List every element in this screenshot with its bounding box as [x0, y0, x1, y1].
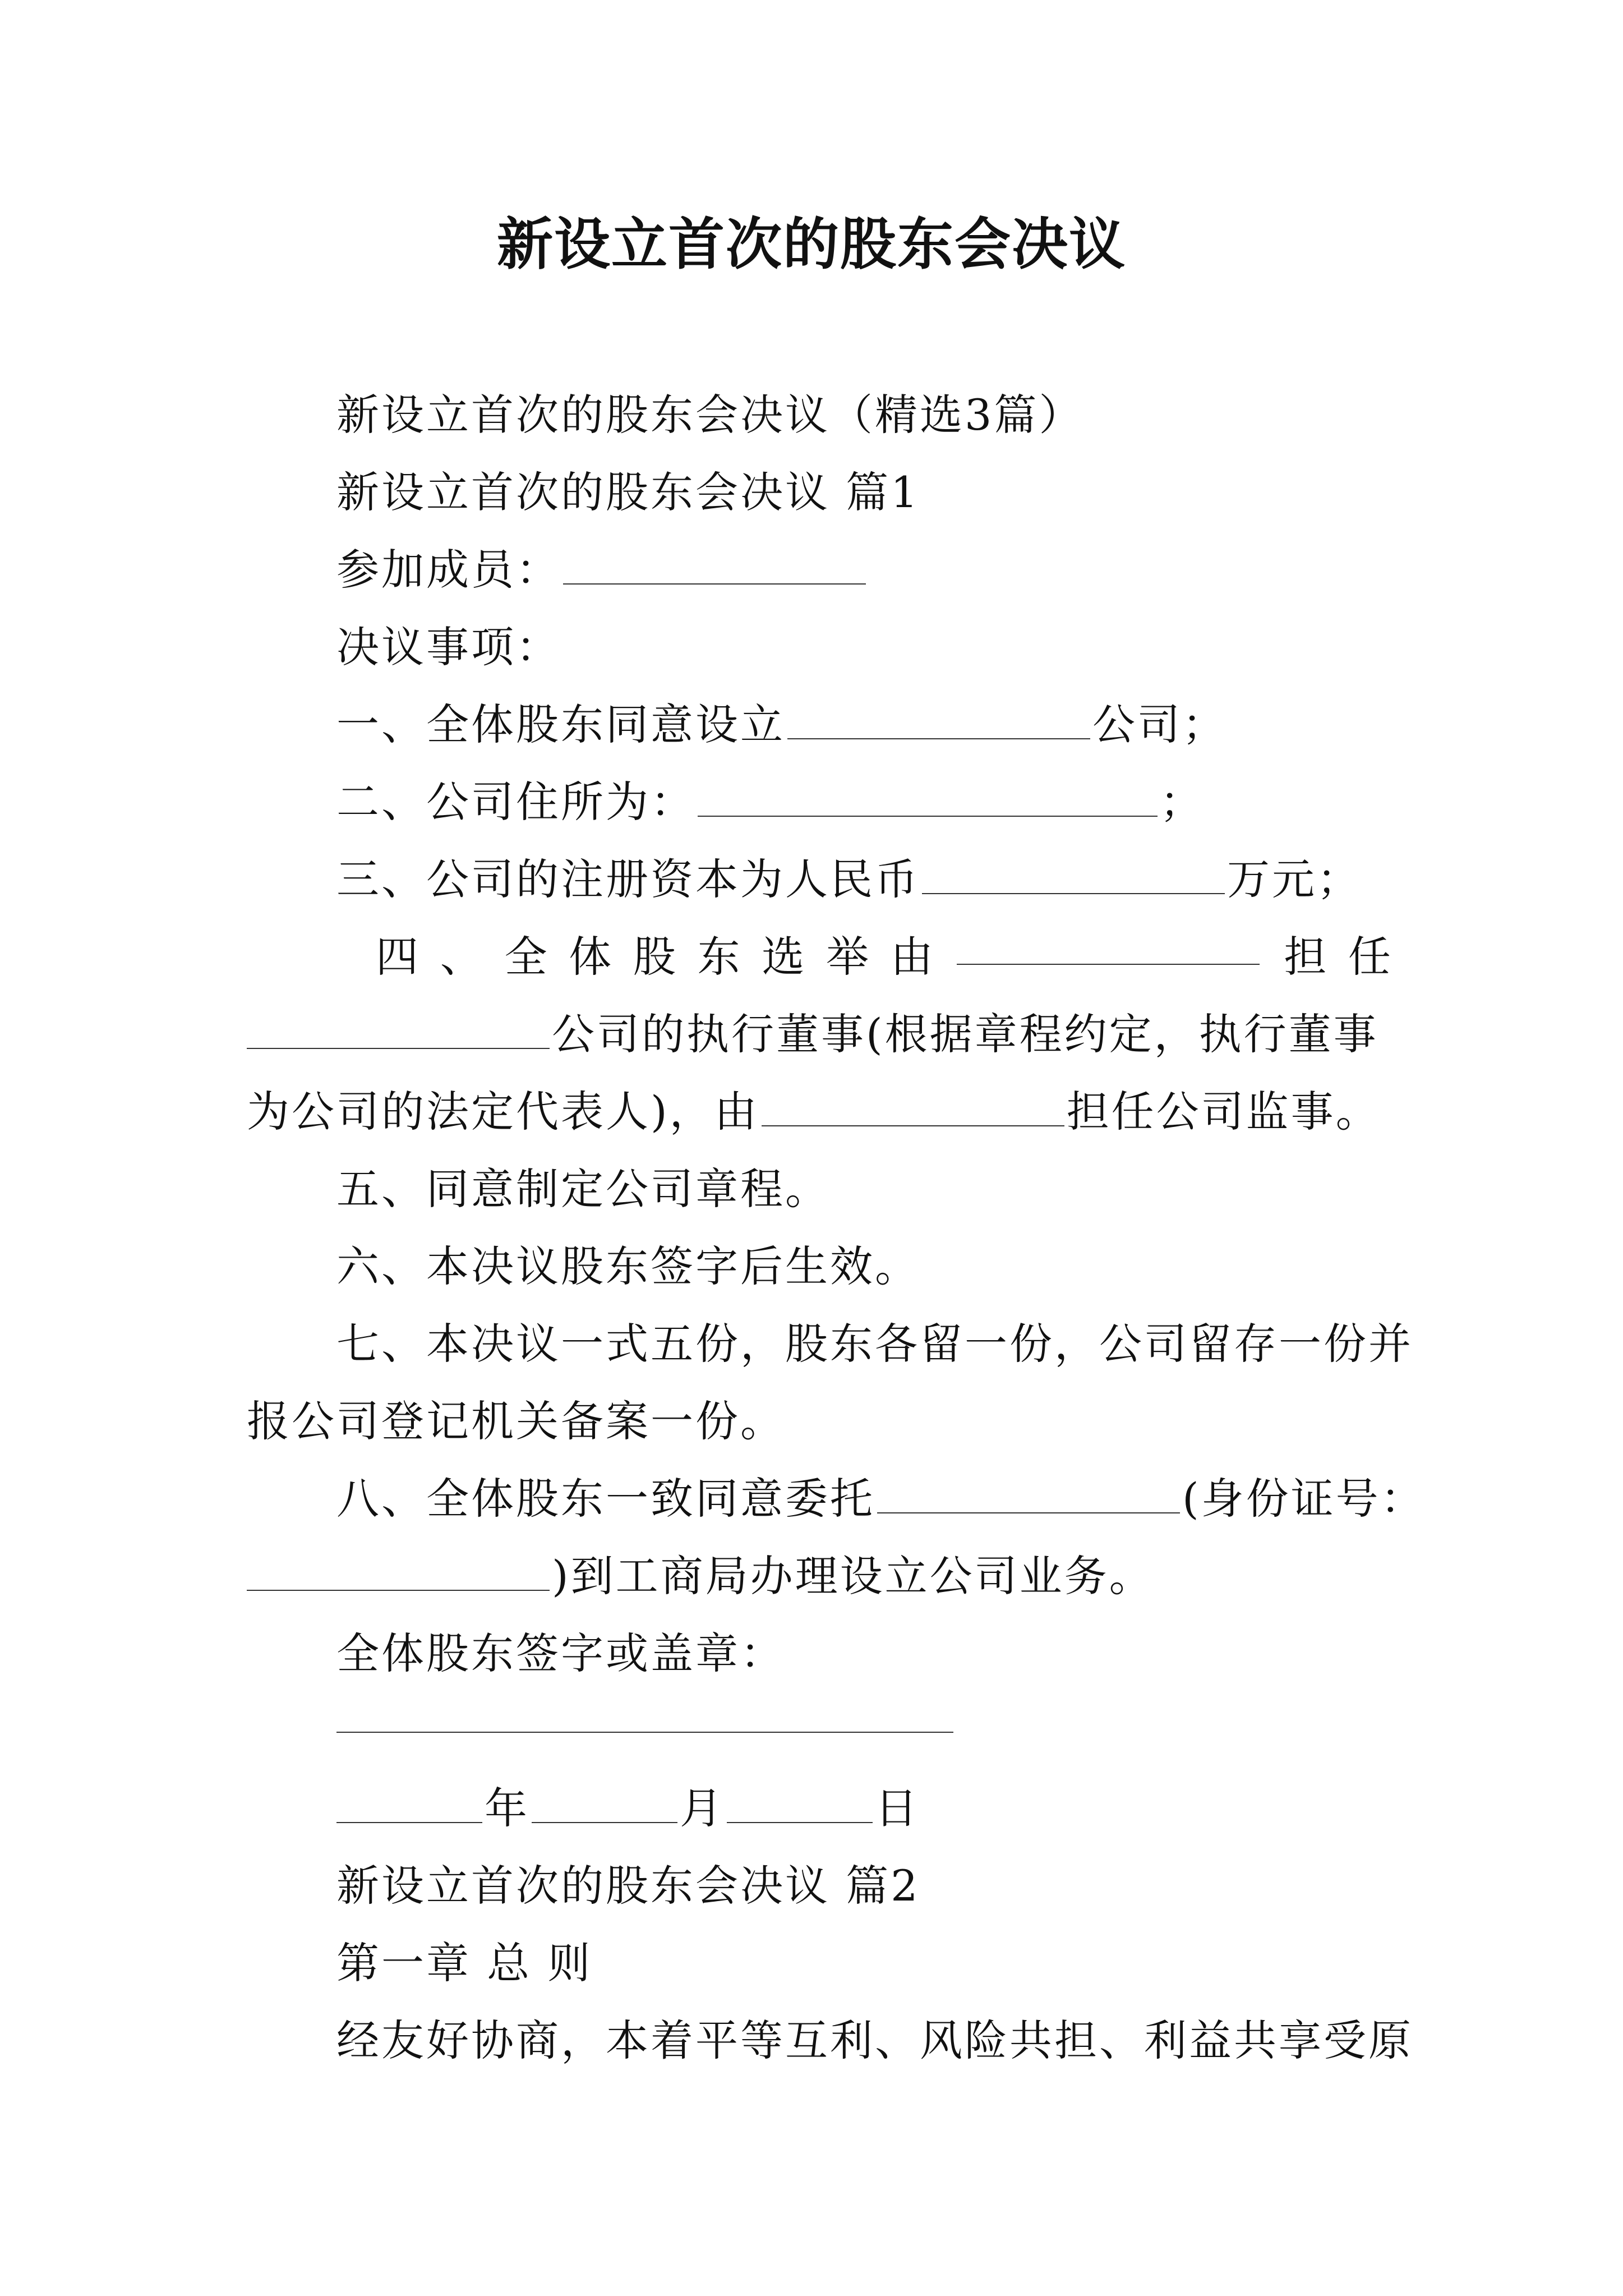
item-4-char: 四	[376, 932, 418, 982]
item-4-char: 由	[890, 932, 933, 982]
company-name-blank	[787, 703, 1090, 739]
item-4-line-2	[247, 1006, 1378, 1062]
item-2	[336, 774, 1205, 830]
item-5: 五、同意制定公司章程。	[336, 1164, 830, 1214]
day-label: 日	[875, 1783, 920, 1833]
members-blank	[563, 549, 866, 585]
item-1-text: 一、全体股东同意设立	[336, 700, 785, 749]
director-blank	[957, 929, 1260, 965]
item-2-text: 二、公司住所为：	[336, 777, 695, 827]
item-4-line-1	[336, 929, 1391, 985]
item-4-char: 东	[697, 932, 740, 982]
signature-label: 全体股东签字或盖章：	[336, 1628, 785, 1678]
item-1	[336, 697, 1227, 753]
item-2-suffix: ；	[1160, 777, 1205, 827]
item-4-char: 股	[633, 932, 676, 982]
item-4-line-3-text: 为公司的法定代表人)，由	[247, 1087, 759, 1137]
month-label: 月	[680, 1783, 725, 1833]
members-line	[336, 542, 868, 598]
day-blank	[727, 1787, 873, 1823]
item-8-line-2	[247, 1548, 1154, 1604]
item-4-char: 担	[1284, 932, 1327, 982]
item-4-char: 体	[569, 932, 612, 982]
matters-label: 决议事项：	[336, 622, 561, 672]
year-blank	[336, 1787, 482, 1823]
item-4-char: 举	[826, 932, 869, 982]
item-4-line-3	[247, 1084, 1381, 1140]
item-3-text: 三、公司的注册资本为人民币	[336, 854, 920, 904]
chapter-1-heading: 第一章 总 则	[336, 1938, 593, 1988]
date-line	[336, 1780, 920, 1837]
item-4-line-2-text: 公司的执行董事(根据章程约定，执行董事	[552, 1009, 1378, 1059]
item-6: 六、本决议股东签字后生效。	[336, 1241, 920, 1291]
item-4-char: 选	[762, 932, 805, 982]
capital-blank	[922, 858, 1225, 894]
item-3-suffix: 万元；	[1227, 854, 1362, 904]
part1-heading: 新设立首次的股东会决议 篇1	[336, 467, 920, 517]
year-label: 年	[485, 1783, 529, 1833]
signature-line	[336, 1731, 953, 1733]
item-8-id-label: (身份证号：	[1182, 1474, 1426, 1524]
item-1-suffix: 公司；	[1092, 700, 1227, 749]
supervisor-blank	[762, 1091, 1064, 1126]
item-4-char: 全	[504, 932, 547, 982]
item-8-line-2-text: )到工商局办理设立公司业务。	[552, 1551, 1154, 1601]
document-title: 新设立首次的股东会决议	[497, 211, 1126, 277]
item-4-char: 任	[1348, 932, 1391, 982]
address-blank	[698, 781, 1158, 817]
chapter-1-paragraph: 经友好协商，本着平等互利、风险共担、利益共享受原	[336, 2016, 1413, 2065]
part2-heading: 新设立首次的股东会决议 篇2	[336, 1861, 920, 1911]
item-4-char: 、	[440, 932, 483, 982]
company-blank-2	[247, 1013, 550, 1049]
item-8-text: 八、全体股东一致同意委托	[336, 1474, 875, 1524]
agent-blank	[877, 1478, 1180, 1513]
members-label: 参加成员：	[336, 545, 561, 595]
item-7-line-1: 七、本决议一式五份，股东各留一份，公司留存一份并	[336, 1319, 1413, 1369]
item-4-line-3-suffix: 担任公司监事。	[1066, 1087, 1381, 1137]
item-3	[336, 852, 1362, 908]
item-8	[336, 1471, 1426, 1527]
subtitle: 新设立首次的股东会决议（精选3篇）	[336, 390, 1084, 440]
month-blank	[532, 1787, 677, 1823]
id-number-blank	[247, 1555, 550, 1591]
item-7-line-2: 报公司登记机关备案一份。	[247, 1396, 785, 1446]
